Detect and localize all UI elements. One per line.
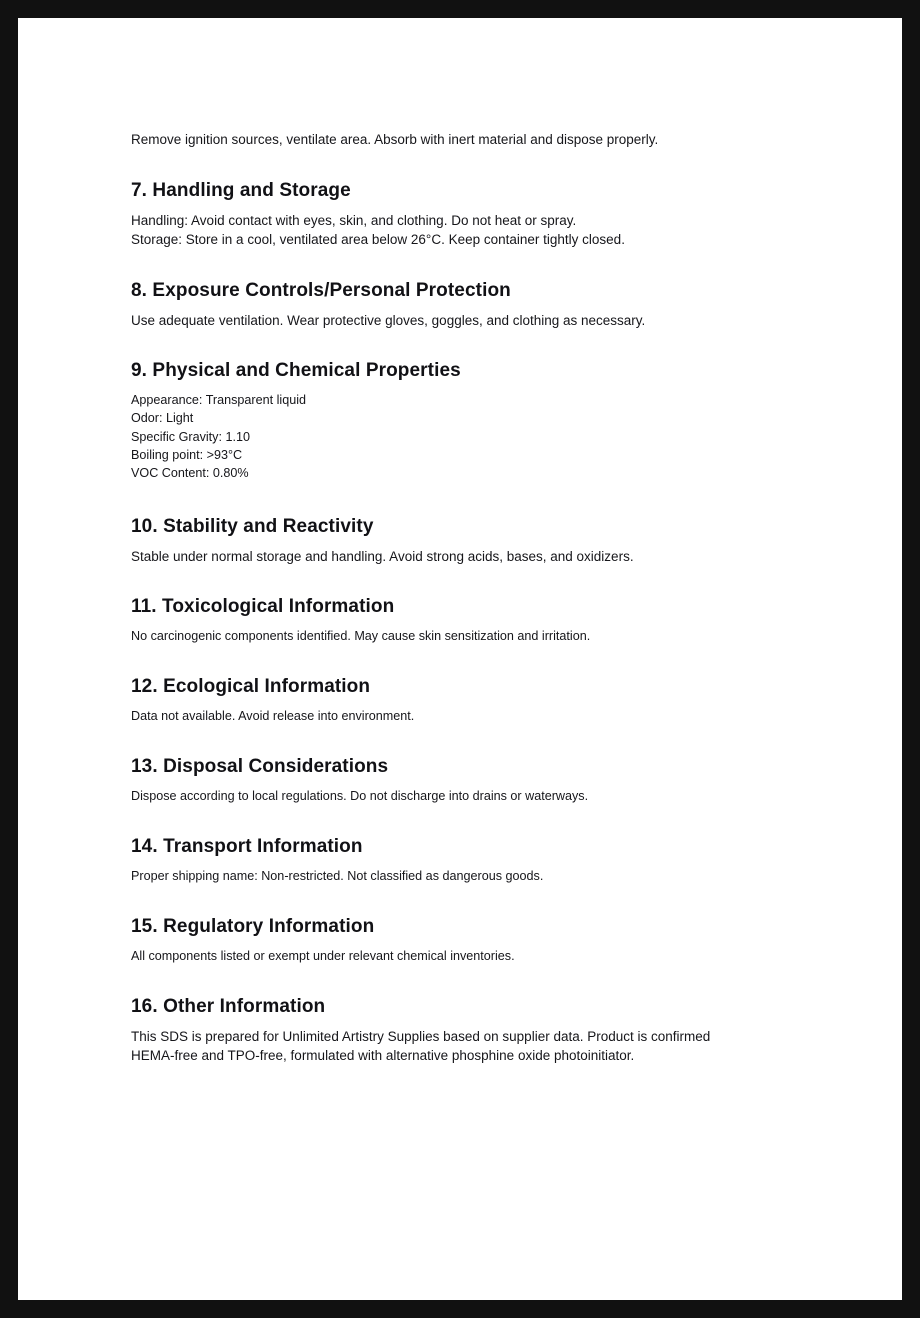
section-physical-chemical-properties	[131, 360, 806, 482]
section-line: Data not available. Avoid release into environment.	[131, 709, 415, 724]
section-toxicological-information	[131, 596, 806, 646]
section-line: HEMA-free and TPO-free, formulated with alternative phosphine oxide photoinitiator.	[131, 1048, 635, 1064]
section-line: Use adequate ventilation. Wear protective gloves, goggles, and clothing as necessary.	[131, 312, 646, 328]
property-appearance: Appearance: Transparent liquid	[131, 393, 307, 408]
section-line: No carcinogenic components identified. May cause skin sensitization and irritation.	[131, 629, 591, 644]
section-line: Stable under normal storage and handling. Avoid strong acids, bases, and oxidizers.	[131, 548, 634, 564]
section-line: All components listed or exempt under relevant chemical inventories.	[131, 949, 515, 963]
section-heading: 13. Disposal Considerations	[131, 756, 389, 778]
section-line: Handling: Avoid contact with eyes, skin, and clothing. Do not heat or spray.	[131, 212, 577, 228]
section-other-information	[131, 996, 806, 1066]
intro-paragraph: Remove ignition sources, ventilate area. Absorb with inert material and dispose properly.	[131, 132, 659, 147]
property-voc-content: VOC Content: 0.80%	[131, 465, 249, 480]
section-heading: 11. Toxicological Information	[131, 596, 395, 618]
section-heading: 10. Stability and Reactivity	[131, 515, 374, 537]
section-heading: 14. Transport Information	[131, 836, 363, 858]
section-heading: 16. Other Information	[131, 995, 326, 1017]
section-transport-information	[131, 836, 806, 886]
property-specific-gravity: Specific Gravity: 1.10	[131, 429, 250, 444]
section-heading: 12. Ecological Information	[131, 676, 371, 698]
section-ecological-information	[131, 676, 806, 726]
section-heading: 8. Exposure Controls/Personal Protection	[131, 279, 511, 301]
property-boiling-point: Boiling point: >93°C	[131, 447, 243, 462]
section-stability-and-reactivity	[131, 516, 806, 567]
document-content	[131, 130, 806, 1066]
section-line: Dispose according to local regulations. Do not discharge into drains or waterways.	[131, 789, 589, 804]
property-odor: Odor: Light	[131, 411, 194, 426]
section-disposal-considerations	[131, 756, 806, 806]
section-heading: 9. Physical and Chemical Properties	[131, 360, 461, 382]
section-line: Proper shipping name: Non-restricted. Not classified as dangerous goods.	[131, 869, 544, 884]
section-heading: 15. Regulatory Information	[131, 916, 375, 937]
section-regulatory-information	[131, 916, 806, 966]
section-exposure-controls	[131, 280, 806, 331]
document-page	[18, 18, 902, 1300]
section-handling-and-storage	[131, 180, 806, 250]
section-heading: 7. Handling and Storage	[131, 179, 351, 201]
section-line: This SDS is prepared for Unlimited Artistry Supplies based on supplier data. Product is confirmed	[131, 1028, 711, 1044]
section-line: Storage: Store in a cool, ventilated area below 26°C. Keep container tightly closed.	[131, 232, 625, 248]
